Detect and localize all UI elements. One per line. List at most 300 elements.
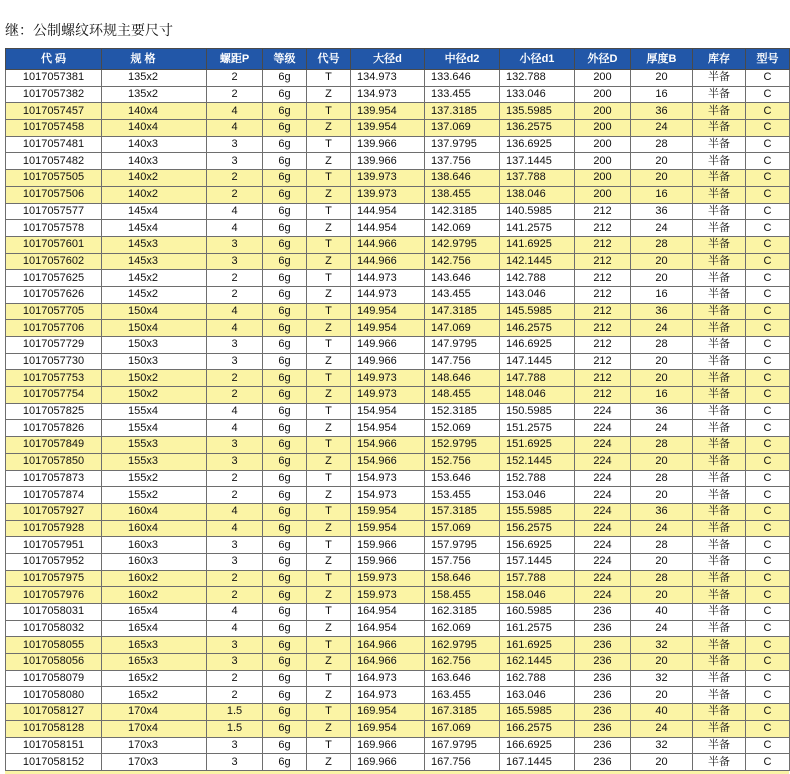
cell-stock: 半备: [693, 387, 746, 404]
cell-grade: 6g: [263, 403, 307, 420]
cell-code: 1017057826: [6, 420, 102, 437]
cell-thickness: 36: [631, 303, 693, 320]
cell-model: C: [746, 420, 790, 437]
cell-stock: 半备: [693, 620, 746, 637]
cell-model: C: [746, 353, 790, 370]
table-row: [6, 587, 790, 604]
cell-type: Z: [307, 487, 351, 504]
cell-minor-diameter: 157.788: [500, 570, 575, 587]
cell-spec: 140x2: [102, 170, 207, 187]
cell-stock: 半备: [693, 604, 746, 621]
cell-spec: 140x4: [102, 103, 207, 120]
cell-pitch: 3: [207, 337, 263, 354]
cell-model: C: [746, 520, 790, 537]
cell-major-diameter: 169.954: [351, 704, 425, 721]
cell-stock: 半备: [693, 86, 746, 103]
cell-thickness: 28: [631, 136, 693, 153]
cell-spec: 165x2: [102, 687, 207, 704]
cell-outer-diameter: 236: [575, 737, 631, 754]
cell-grade: 6g: [263, 470, 307, 487]
cell-minor-diameter: 161.2575: [500, 620, 575, 637]
cell-thickness: 40: [631, 704, 693, 721]
cell-major-diameter: 144.954: [351, 203, 425, 220]
cell-type: Z: [307, 620, 351, 637]
cell-stock: 半备: [693, 303, 746, 320]
cell-pitch-diameter: 152.3185: [425, 403, 500, 420]
cell-pitch-diameter: 167.756: [425, 754, 500, 771]
cell-outer-diameter: 224: [575, 453, 631, 470]
cell-minor-diameter: 142.1445: [500, 253, 575, 270]
cell-type: T: [307, 270, 351, 287]
cell-spec: 140x4: [102, 120, 207, 137]
header-model: 型号: [746, 49, 790, 70]
cell-spec: 150x4: [102, 303, 207, 320]
cell-minor-diameter: 156.2575: [500, 520, 575, 537]
table-row: [6, 553, 790, 570]
cell-grade: 6g: [263, 537, 307, 554]
cell-grade: 6g: [263, 253, 307, 270]
cell-stock: 半备: [693, 220, 746, 237]
cell-model: C: [746, 720, 790, 737]
cell-thickness: 28: [631, 570, 693, 587]
cell-pitch-diameter: 163.455: [425, 687, 500, 704]
cell-code: 1017057705: [6, 303, 102, 320]
cell-major-diameter: 159.973: [351, 587, 425, 604]
cell-outer-diameter: 212: [575, 320, 631, 337]
cell-minor-diameter: 146.2575: [500, 320, 575, 337]
cell-major-diameter: 154.973: [351, 470, 425, 487]
cell-grade: 6g: [263, 420, 307, 437]
header-spec: 规 格: [102, 49, 207, 70]
cell-model: C: [746, 120, 790, 137]
cell-outer-diameter: 224: [575, 537, 631, 554]
cell-thickness: 36: [631, 403, 693, 420]
cell-type: Z: [307, 186, 351, 203]
cell-pitch: 4: [207, 503, 263, 520]
cell-outer-diameter: 224: [575, 487, 631, 504]
cell-thickness: 16: [631, 186, 693, 203]
cell-type: T: [307, 203, 351, 220]
table-row: [6, 570, 790, 587]
cell-pitch-diameter: 148.455: [425, 387, 500, 404]
cell-spec: 150x4: [102, 320, 207, 337]
cell-model: C: [746, 604, 790, 621]
cell-minor-diameter: 156.6925: [500, 537, 575, 554]
table-row: [6, 654, 790, 671]
cell-grade: 6g: [263, 170, 307, 187]
cell-thickness: 20: [631, 687, 693, 704]
cell-grade: 6g: [263, 670, 307, 687]
cell-outer-diameter: 200: [575, 86, 631, 103]
table-header: [6, 49, 790, 70]
table-row: [6, 720, 790, 737]
cell-code: 1017058127: [6, 704, 102, 721]
cell-model: C: [746, 186, 790, 203]
cell-spec: 160x4: [102, 520, 207, 537]
cell-type: T: [307, 604, 351, 621]
cell-code: 1017058152: [6, 754, 102, 771]
cell-stock: 半备: [693, 170, 746, 187]
cell-minor-diameter: 135.5985: [500, 103, 575, 120]
table-row: [6, 153, 790, 170]
table-row: [6, 420, 790, 437]
table-row: [6, 437, 790, 454]
cell-spec: 145x3: [102, 253, 207, 270]
cell-stock: 半备: [693, 353, 746, 370]
cell-pitch: 3: [207, 437, 263, 454]
cell-grade: 6g: [263, 587, 307, 604]
cell-model: C: [746, 553, 790, 570]
cell-grade: 6g: [263, 487, 307, 504]
cell-pitch-diameter: 167.9795: [425, 737, 500, 754]
cell-stock: 半备: [693, 487, 746, 504]
cell-stock: 半备: [693, 136, 746, 153]
cell-spec: 160x4: [102, 503, 207, 520]
cell-type: T: [307, 136, 351, 153]
cell-stock: 半备: [693, 704, 746, 721]
cell-spec: 165x3: [102, 654, 207, 671]
cell-type: T: [307, 470, 351, 487]
cell-grade: 6g: [263, 270, 307, 287]
table-row: [6, 370, 790, 387]
cell-thickness: 32: [631, 670, 693, 687]
cell-type: Z: [307, 553, 351, 570]
cell-minor-diameter: 167.1445: [500, 754, 575, 771]
cell-thickness: 24: [631, 320, 693, 337]
cell-spec: 150x2: [102, 370, 207, 387]
cell-minor-diameter: 141.2575: [500, 220, 575, 237]
cell-grade: 6g: [263, 153, 307, 170]
table-body: [6, 70, 790, 771]
cell-pitch: 1.5: [207, 720, 263, 737]
cell-outer-diameter: 236: [575, 604, 631, 621]
cell-pitch: 2: [207, 570, 263, 587]
cell-model: C: [746, 737, 790, 754]
cell-spec: 140x2: [102, 186, 207, 203]
cell-minor-diameter: 136.6925: [500, 136, 575, 153]
cell-model: C: [746, 470, 790, 487]
cell-type: T: [307, 103, 351, 120]
cell-outer-diameter: 212: [575, 370, 631, 387]
cell-thickness: 24: [631, 620, 693, 637]
cell-major-diameter: 164.966: [351, 637, 425, 654]
cell-pitch: 3: [207, 136, 263, 153]
cell-major-diameter: 139.966: [351, 153, 425, 170]
cell-pitch: 4: [207, 303, 263, 320]
cell-pitch: 3: [207, 737, 263, 754]
cell-major-diameter: 154.966: [351, 453, 425, 470]
cell-minor-diameter: 158.046: [500, 587, 575, 604]
cell-outer-diameter: 212: [575, 286, 631, 303]
cell-pitch: 2: [207, 270, 263, 287]
cell-model: C: [746, 270, 790, 287]
cell-pitch-diameter: 142.9795: [425, 236, 500, 253]
cell-stock: 半备: [693, 520, 746, 537]
cell-type: T: [307, 637, 351, 654]
cell-grade: 6g: [263, 620, 307, 637]
cell-grade: 6g: [263, 186, 307, 203]
cell-major-diameter: 139.973: [351, 186, 425, 203]
cell-outer-diameter: 200: [575, 103, 631, 120]
cell-thickness: 16: [631, 387, 693, 404]
cell-pitch-diameter: 167.069: [425, 720, 500, 737]
table-row: [6, 170, 790, 187]
cell-code: 1017057873: [6, 470, 102, 487]
cell-code: 1017058056: [6, 654, 102, 671]
cell-spec: 160x2: [102, 570, 207, 587]
cell-major-diameter: 149.966: [351, 353, 425, 370]
cell-pitch-diameter: 143.455: [425, 286, 500, 303]
cell-type: Z: [307, 86, 351, 103]
cell-pitch-diameter: 143.646: [425, 270, 500, 287]
table-row: [6, 704, 790, 721]
cell-thickness: 28: [631, 337, 693, 354]
cell-major-diameter: 164.966: [351, 654, 425, 671]
cell-code: 1017057578: [6, 220, 102, 237]
cell-major-diameter: 149.973: [351, 387, 425, 404]
cell-spec: 155x4: [102, 420, 207, 437]
cell-pitch-diameter: 147.756: [425, 353, 500, 370]
cell-thickness: 28: [631, 236, 693, 253]
cell-code: 1017057577: [6, 203, 102, 220]
cell-thickness: 20: [631, 654, 693, 671]
table-row: [6, 203, 790, 220]
cell-model: C: [746, 303, 790, 320]
cell-pitch-diameter: 158.646: [425, 570, 500, 587]
cell-pitch: 3: [207, 537, 263, 554]
header-pitch: 螺距P: [207, 49, 263, 70]
cell-code: 1017058151: [6, 737, 102, 754]
cell-pitch: 4: [207, 120, 263, 137]
cell-grade: 6g: [263, 654, 307, 671]
cell-spec: 140x3: [102, 136, 207, 153]
cell-pitch: 2: [207, 370, 263, 387]
table-row: [6, 453, 790, 470]
cell-minor-diameter: 147.1445: [500, 353, 575, 370]
table-row: [6, 236, 790, 253]
cell-pitch: 2: [207, 387, 263, 404]
cell-code: 1017057457: [6, 103, 102, 120]
cell-code: 1017057952: [6, 553, 102, 570]
cell-major-diameter: 159.966: [351, 553, 425, 570]
cell-major-diameter: 139.966: [351, 136, 425, 153]
cell-model: C: [746, 453, 790, 470]
cell-code: 1017057951: [6, 537, 102, 554]
cell-type: Z: [307, 687, 351, 704]
cell-thickness: 40: [631, 604, 693, 621]
cell-thickness: 20: [631, 70, 693, 87]
cell-grade: 6g: [263, 453, 307, 470]
cell-type: Z: [307, 754, 351, 771]
cell-major-diameter: 139.973: [351, 170, 425, 187]
header-minor-diameter: 小径d1: [500, 49, 575, 70]
cell-model: C: [746, 654, 790, 671]
cell-grade: 6g: [263, 136, 307, 153]
cell-pitch-diameter: 147.069: [425, 320, 500, 337]
cell-pitch-diameter: 153.455: [425, 487, 500, 504]
cell-outer-diameter: 212: [575, 303, 631, 320]
cell-spec: 155x3: [102, 437, 207, 454]
cell-pitch-diameter: 133.646: [425, 70, 500, 87]
cell-model: C: [746, 320, 790, 337]
cell-outer-diameter: 212: [575, 203, 631, 220]
cell-pitch-diameter: 142.069: [425, 220, 500, 237]
cell-major-diameter: 154.973: [351, 487, 425, 504]
cell-thickness: 20: [631, 353, 693, 370]
cell-model: C: [746, 670, 790, 687]
cell-minor-diameter: 141.6925: [500, 236, 575, 253]
cell-minor-diameter: 161.6925: [500, 637, 575, 654]
cell-spec: 155x3: [102, 453, 207, 470]
cell-spec: 155x2: [102, 487, 207, 504]
cell-thickness: 32: [631, 637, 693, 654]
cell-spec: 170x4: [102, 704, 207, 721]
cell-outer-diameter: 236: [575, 754, 631, 771]
cell-minor-diameter: 137.788: [500, 170, 575, 187]
cell-minor-diameter: 140.5985: [500, 203, 575, 220]
cell-type: Z: [307, 153, 351, 170]
cell-pitch-diameter: 162.9795: [425, 637, 500, 654]
cell-grade: 6g: [263, 720, 307, 737]
cell-type: T: [307, 537, 351, 554]
cell-minor-diameter: 142.788: [500, 270, 575, 287]
cell-outer-diameter: 236: [575, 670, 631, 687]
cell-pitch-diameter: 162.069: [425, 620, 500, 637]
cell-grade: 6g: [263, 503, 307, 520]
cell-spec: 160x3: [102, 553, 207, 570]
cell-minor-diameter: 143.046: [500, 286, 575, 303]
cell-pitch: 3: [207, 453, 263, 470]
cell-major-diameter: 149.954: [351, 320, 425, 337]
cell-pitch: 4: [207, 403, 263, 420]
table-row: [6, 403, 790, 420]
cell-code: 1017057381: [6, 70, 102, 87]
cell-pitch: 3: [207, 153, 263, 170]
cell-code: 1017057382: [6, 86, 102, 103]
cell-major-diameter: 164.954: [351, 604, 425, 621]
table-row: [6, 286, 790, 303]
cell-spec: 170x3: [102, 754, 207, 771]
cell-model: C: [746, 387, 790, 404]
cell-stock: 半备: [693, 553, 746, 570]
table-row: [6, 637, 790, 654]
cell-grade: 6g: [263, 520, 307, 537]
cell-type: T: [307, 236, 351, 253]
cell-pitch-diameter: 148.646: [425, 370, 500, 387]
cell-spec: 165x2: [102, 670, 207, 687]
cell-thickness: 24: [631, 220, 693, 237]
cell-major-diameter: 169.966: [351, 737, 425, 754]
cell-minor-diameter: 152.1445: [500, 453, 575, 470]
cell-stock: 半备: [693, 570, 746, 587]
cell-spec: 165x4: [102, 620, 207, 637]
cell-grade: 6g: [263, 86, 307, 103]
cell-spec: 145x3: [102, 236, 207, 253]
cell-code: 1017057927: [6, 503, 102, 520]
cell-type: Z: [307, 220, 351, 237]
cell-pitch-diameter: 137.3185: [425, 103, 500, 120]
cell-thickness: 20: [631, 153, 693, 170]
cell-outer-diameter: 236: [575, 687, 631, 704]
cell-pitch: 4: [207, 520, 263, 537]
cell-type: T: [307, 437, 351, 454]
cell-code: 1017057850: [6, 453, 102, 470]
cell-pitch-diameter: 162.3185: [425, 604, 500, 621]
cell-major-diameter: 154.954: [351, 403, 425, 420]
cell-thickness: 20: [631, 487, 693, 504]
partial-row: [5, 770, 789, 774]
cell-grade: 6g: [263, 103, 307, 120]
cell-stock: 半备: [693, 654, 746, 671]
cell-outer-diameter: 224: [575, 520, 631, 537]
table-row: [6, 320, 790, 337]
cell-model: C: [746, 704, 790, 721]
cell-outer-diameter: 236: [575, 654, 631, 671]
cell-grade: 6g: [263, 286, 307, 303]
cell-stock: 半备: [693, 103, 746, 120]
cell-grade: 6g: [263, 303, 307, 320]
cell-pitch: 4: [207, 620, 263, 637]
cell-model: C: [746, 570, 790, 587]
cell-outer-diameter: 236: [575, 704, 631, 721]
cell-major-diameter: 159.966: [351, 537, 425, 554]
table-row: [6, 537, 790, 554]
cell-type: T: [307, 503, 351, 520]
cell-minor-diameter: 166.6925: [500, 737, 575, 754]
cell-minor-diameter: 146.6925: [500, 337, 575, 354]
table-row: [6, 387, 790, 404]
cell-spec: 150x3: [102, 353, 207, 370]
cell-pitch: 3: [207, 253, 263, 270]
cell-type: Z: [307, 353, 351, 370]
cell-outer-diameter: 212: [575, 236, 631, 253]
cell-model: C: [746, 170, 790, 187]
cell-major-diameter: 164.973: [351, 670, 425, 687]
cell-grade: 6g: [263, 320, 307, 337]
thread-ring-gauge-table: [5, 48, 790, 771]
cell-model: C: [746, 153, 790, 170]
cell-major-diameter: 154.966: [351, 437, 425, 454]
cell-stock: 半备: [693, 754, 746, 771]
cell-pitch: 3: [207, 353, 263, 370]
cell-spec: 135x2: [102, 86, 207, 103]
cell-stock: 半备: [693, 236, 746, 253]
cell-stock: 半备: [693, 470, 746, 487]
cell-minor-diameter: 157.1445: [500, 553, 575, 570]
cell-stock: 半备: [693, 720, 746, 737]
cell-spec: 150x2: [102, 387, 207, 404]
cell-major-diameter: 159.954: [351, 520, 425, 537]
cell-outer-diameter: 224: [575, 420, 631, 437]
cell-spec: 155x4: [102, 403, 207, 420]
cell-type: Z: [307, 320, 351, 337]
cell-thickness: 24: [631, 720, 693, 737]
table-row: [6, 337, 790, 354]
cell-grade: 6g: [263, 553, 307, 570]
cell-code: 1017057849: [6, 437, 102, 454]
cell-thickness: 36: [631, 503, 693, 520]
table-row: [6, 470, 790, 487]
cell-pitch: 2: [207, 286, 263, 303]
cell-code: 1017057706: [6, 320, 102, 337]
cell-outer-diameter: 224: [575, 470, 631, 487]
cell-stock: 半备: [693, 286, 746, 303]
cell-type: Z: [307, 520, 351, 537]
cell-major-diameter: 159.973: [351, 570, 425, 587]
cell-code: 1017057975: [6, 570, 102, 587]
cell-outer-diameter: 212: [575, 353, 631, 370]
cell-major-diameter: 149.966: [351, 337, 425, 354]
